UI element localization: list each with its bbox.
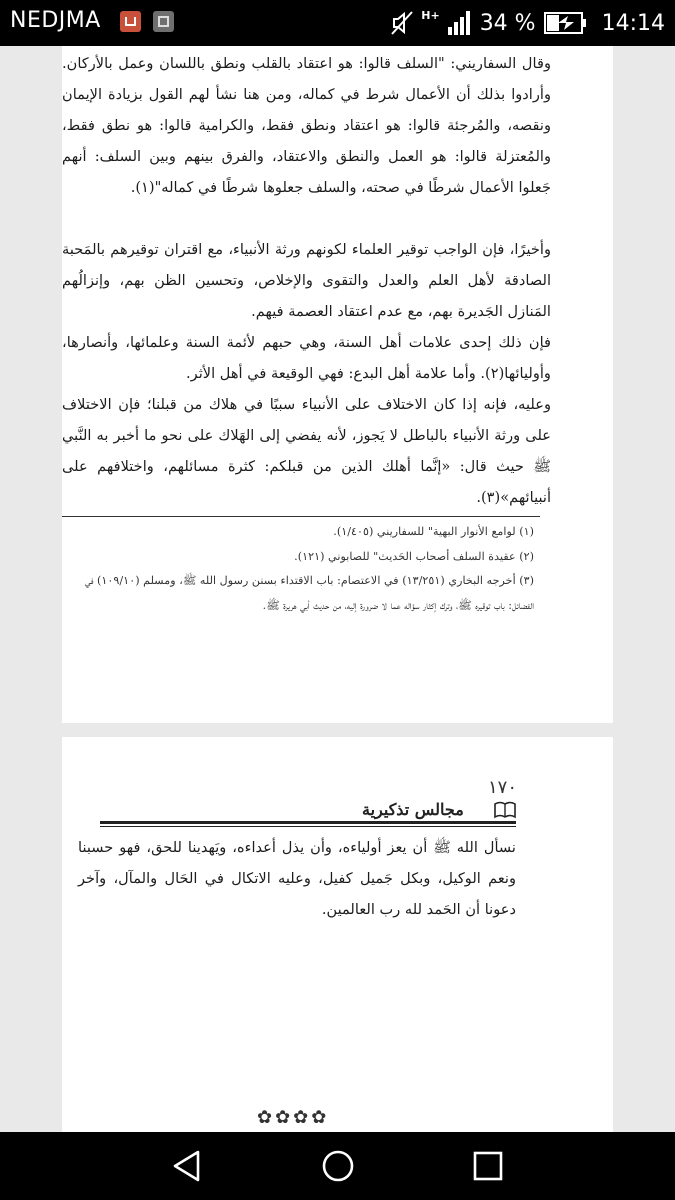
header-rule-thin <box>100 826 516 827</box>
notification-app-icon <box>120 11 141 32</box>
signal-icon <box>448 11 472 35</box>
footnote-divider <box>62 516 540 517</box>
page-number: ١٧٠ <box>488 777 518 798</box>
book-icon <box>494 801 516 819</box>
network-type: H+ <box>421 8 440 22</box>
status-indicators <box>391 0 665 46</box>
back-icon[interactable] <box>170 1149 204 1183</box>
book-title: مجالس تذكيرية <box>362 800 464 819</box>
ornament-divider: ✿✿✿✿ <box>257 1107 330 1128</box>
navigation-bar <box>0 1132 675 1200</box>
header-rule <box>100 821 516 824</box>
footnote-3: (٣) أخرجه البخاري (١٣/٢٥١) في الاعتصام: باب الاقتداء بسنن رسول الله ﷺ، ومسلم (١٠٩/١٠) في الفضائل: باب توقيره ﷺ، وترك إكثار سؤاله عما لا ضرورة إليه، من حديث أبي هريرة ﷺ. <box>84 574 534 612</box>
paragraph-honoring-scholars: وأخيرًا، فإن الواجب توقير العلماء لكونهم ورثة الأنبياء، مع اقتران توقيرهم بالمَحبة الصادقة لأهل العلم والعدل والتقوى والإخلاص، وتحسين الظن بهم، وإنزالُهم المَنازل الجَديرة بهم، مع عدم اعتقاد العصمة فيهم. <box>62 241 551 320</box>
footnote-1: (١) لوامع الأنوار البهية" للسفاريني (١/٤٠٥). <box>333 525 534 538</box>
footnote-2: (٢) عقيدة السلف أصحاب الحَديث" للصابوني (١٢١). <box>294 549 534 563</box>
paragraph-safarini-quote: وقال السفاريني: "السلف قالوا: هو اعتقاد بالقلب ونطق باللسان وعمل بالأركان. وأرادوا بذلك أن الأعمال شرط في كماله، ومن هنا نشأ لهم القول بزيادة الإيمان ونقصه، والمُرجئة قالوا: هو اعتقاد ونطق فقط، والكرامية قالوا: هو نطق فقط، والمُعتزلة قالوا: هو العمل والنطق والاعتقاد، والفرق بينهم وبين السلف: أنهم جَعلوا الأعمال شرطًا في صحته، والسلف جعلوها شرطًا في كماله"(١). <box>62 55 551 196</box>
status-bar <box>0 0 675 46</box>
footnotes <box>74 520 534 618</box>
home-icon[interactable] <box>321 1149 355 1183</box>
carrier-name: NEDJMA <box>10 8 101 33</box>
battery-percent: 34 % <box>479 10 536 36</box>
battery-charging-icon <box>544 11 588 35</box>
book-page-lower[interactable] <box>62 737 613 1132</box>
paragraph-closing-dua: نسأل الله ﷺ أن يعز أولياءه، وأن يذل أعداءه، ويَهدينا للحق، فهو حسبنا ونعم الوكيل، وبكل جَميل كفيل، وعليه الاتكال في الحَال والمآل، وآخر دعونا أن الحَمد لله رب العالمين. <box>78 839 516 918</box>
recents-icon[interactable] <box>471 1149 505 1183</box>
gallery-icon <box>153 11 174 32</box>
clock: 14:14 <box>601 10 665 36</box>
book-page-upper[interactable] <box>62 46 613 723</box>
paragraph-signs-of-sunnah: فإن ذلك إحدى علامات أهل السنة، وهي حبهم لأئمة السنة وعلمائها، وأنصارها، وأوليائها(٢). وأما علامة أهل البدع: فهي الوقيعة في أهل الأثر. <box>62 334 551 382</box>
paragraph-disagreement: وعليه، فإنه إذا كان الاختلاف على الأنبياء سببًا في هلاك من قبلنا؛ فإن الاختلاف على ورثة الأنبياء بالباطل لا يَجوز، لأنه يفضي إلى الهَلاك على نحو ما أخبر به النَّبي ﷺ حيث قال: «إنَّما أهلك الذين من قبلكم: كثرة مسائلهم، واختلافهم على أنبيائهم»(٣). <box>62 396 551 506</box>
mute-icon <box>391 10 413 36</box>
